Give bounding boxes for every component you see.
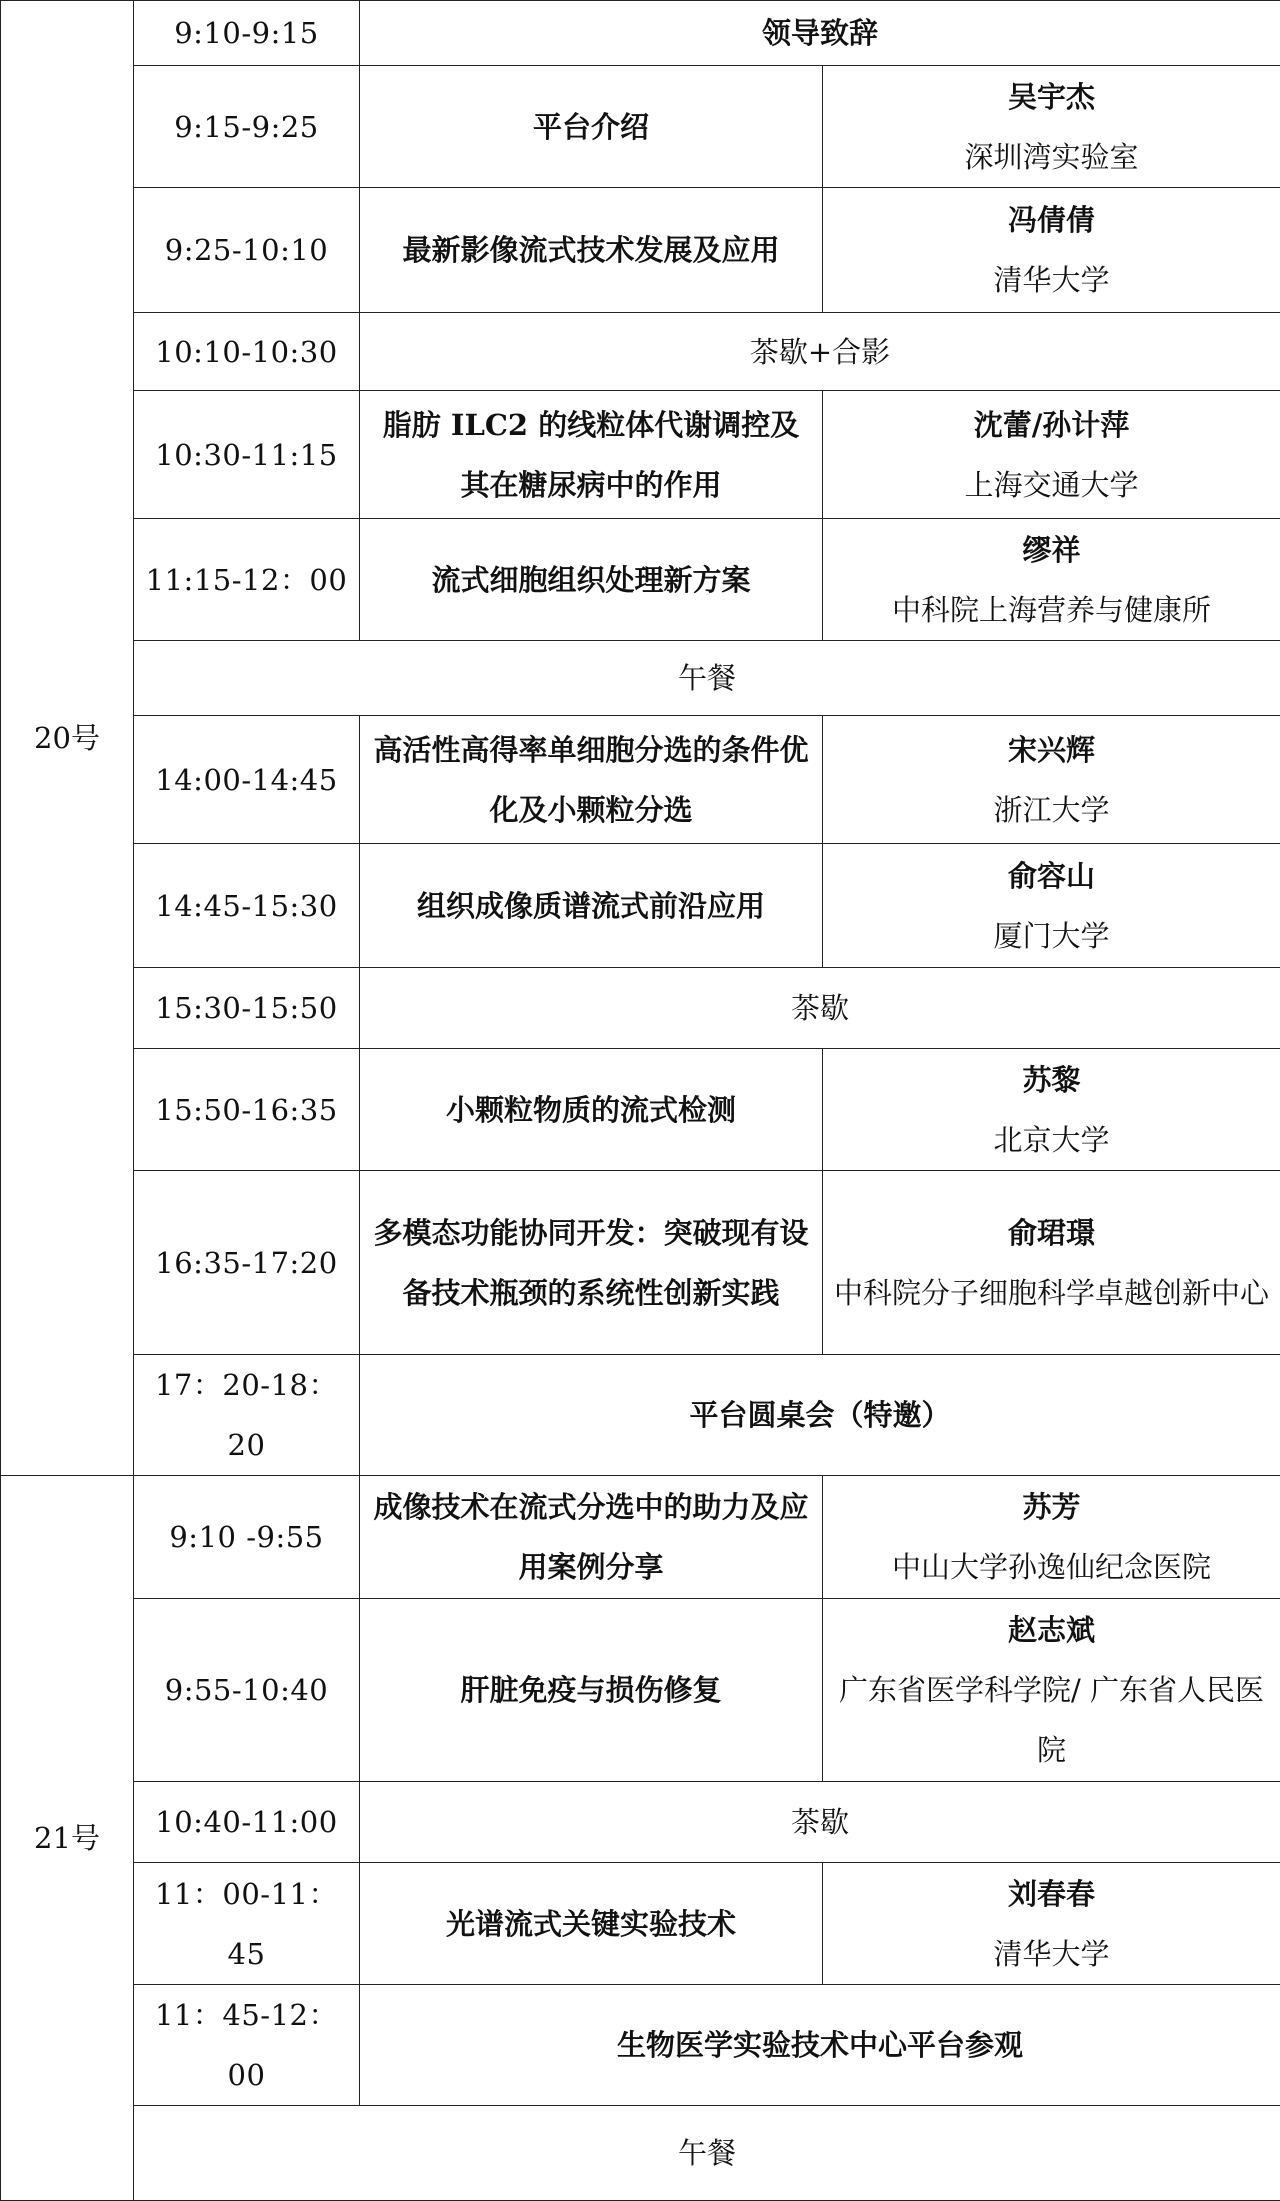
table-row	[1, 716, 1280, 844]
topic-cell: 小颗粒物质的流式检测	[360, 1049, 823, 1171]
speaker-institution: 北京大学	[833, 1110, 1270, 1170]
speaker-cell	[823, 1863, 1280, 1985]
table-row	[1, 1863, 1280, 1985]
table-row	[1, 1476, 1280, 1599]
speaker-name: 刘春春	[833, 1864, 1270, 1924]
time-cell: 11：45-12：00	[134, 1985, 360, 2106]
table-row	[1, 1, 1280, 66]
time-cell: 14:00-14:45	[134, 716, 360, 844]
topic-cell: 最新影像流式技术发展及应用	[360, 188, 823, 313]
table-row	[1, 1599, 1280, 1782]
speaker-cell	[823, 66, 1280, 188]
speaker-institution: 厦门大学	[833, 906, 1270, 966]
topic-cell: 肝脏免疫与损伤修复	[360, 1599, 823, 1782]
speaker-institution: 清华大学	[833, 250, 1270, 310]
table-row	[1, 391, 1280, 519]
speaker-institution: 清华大学	[833, 1924, 1270, 1984]
time-cell: 9:55-10:40	[134, 1599, 360, 1782]
speaker-cell	[823, 1171, 1280, 1355]
topic-cell: 脂肪 ILC2 的线粒体代谢调控及其在糖尿病中的作用	[360, 391, 823, 519]
time-cell: 11:15-12：00	[134, 519, 360, 641]
time-cell: 15:30-15:50	[134, 968, 360, 1049]
time-cell: 11：00-11：45	[134, 1863, 360, 1985]
event-cell: 平台圆桌会（特邀）	[360, 1355, 1280, 1476]
table-row	[1, 968, 1280, 1049]
speaker-institution: 广东省医学科学院/ 广东省人民医院	[833, 1660, 1270, 1780]
time-cell: 16:35-17:20	[134, 1171, 360, 1355]
speaker-name: 沈蕾/孙计萍	[833, 395, 1270, 455]
speaker-name: 苏黎	[833, 1050, 1270, 1110]
time-cell: 9:10-9:15	[134, 1, 360, 66]
time-cell: 14:45-15:30	[134, 844, 360, 968]
day-label: 21号	[1, 1476, 134, 2201]
speaker-name: 赵志斌	[833, 1600, 1270, 1660]
topic-cell: 高活性高得率单细胞分选的条件优化及小颗粒分选	[360, 716, 823, 844]
table-row	[1, 1171, 1280, 1355]
event-cell: 茶歇	[360, 1782, 1280, 1863]
event-cell: 生物医学实验技术中心平台参观	[360, 1985, 1280, 2106]
lunch-cell: 午餐	[134, 2106, 1280, 2201]
table-row	[1, 188, 1280, 313]
table-row	[1, 1985, 1280, 2106]
speaker-name: 吴宇杰	[833, 67, 1270, 127]
speaker-name: 俞容山	[833, 846, 1270, 906]
speaker-institution: 中科院分子细胞科学卓越创新中心	[833, 1263, 1270, 1323]
topic-cell: 成像技术在流式分选中的助力及应用案例分享	[360, 1476, 823, 1599]
time-cell: 10:10-10:30	[134, 313, 360, 391]
speaker-name: 宋兴辉	[833, 720, 1270, 780]
speaker-cell	[823, 1049, 1280, 1171]
time-cell: 10:40-11:00	[134, 1782, 360, 1863]
table-row	[1, 844, 1280, 968]
lunch-cell: 午餐	[134, 641, 1280, 716]
topic-cell: 平台介绍	[360, 66, 823, 188]
time-cell: 15:50-16:35	[134, 1049, 360, 1171]
topic-cell: 多模态功能协同开发：突破现有设备技术瓶颈的系统性创新实践	[360, 1171, 823, 1355]
speaker-cell	[823, 391, 1280, 519]
event-cell: 茶歇	[360, 968, 1280, 1049]
event-cell: 领导致辞	[360, 1, 1280, 66]
time-cell: 9:25-10:10	[134, 188, 360, 313]
time-cell: 9:15-9:25	[134, 66, 360, 188]
table-row	[1, 1049, 1280, 1171]
time-cell: 10:30-11:15	[134, 391, 360, 519]
speaker-cell	[823, 1599, 1280, 1782]
speaker-name: 苏芳	[833, 1477, 1270, 1537]
table-row	[1, 313, 1280, 391]
speaker-institution: 浙江大学	[833, 780, 1270, 840]
speaker-cell	[823, 844, 1280, 968]
speaker-institution: 中科院上海营养与健康所	[833, 580, 1270, 640]
speaker-cell	[823, 519, 1280, 641]
table-row	[1, 2106, 1280, 2201]
speaker-institution: 中山大学孙逸仙纪念医院	[833, 1537, 1270, 1597]
speaker-cell	[823, 188, 1280, 313]
speaker-name: 冯倩倩	[833, 190, 1270, 250]
speaker-cell	[823, 716, 1280, 844]
time-cell: 9:10 -9:55	[134, 1476, 360, 1599]
speaker-name: 俞珺璟	[833, 1203, 1270, 1263]
time-cell: 17：20-18：20	[134, 1355, 360, 1476]
event-cell: 茶歇+合影	[360, 313, 1280, 391]
table-row	[1, 1782, 1280, 1863]
table-row	[1, 519, 1280, 641]
speaker-institution: 上海交通大学	[833, 455, 1270, 515]
speaker-name: 缪祥	[833, 520, 1270, 580]
speaker-institution: 深圳湾实验室	[833, 127, 1270, 187]
topic-cell: 组织成像质谱流式前沿应用	[360, 844, 823, 968]
topic-cell: 光谱流式关键实验技术	[360, 1863, 823, 1985]
speaker-cell	[823, 1476, 1280, 1599]
table-row	[1, 641, 1280, 716]
topic-cell: 流式细胞组织处理新方案	[360, 519, 823, 641]
table-row	[1, 66, 1280, 188]
table-row	[1, 1355, 1280, 1476]
day-label: 20号	[1, 1, 134, 1476]
